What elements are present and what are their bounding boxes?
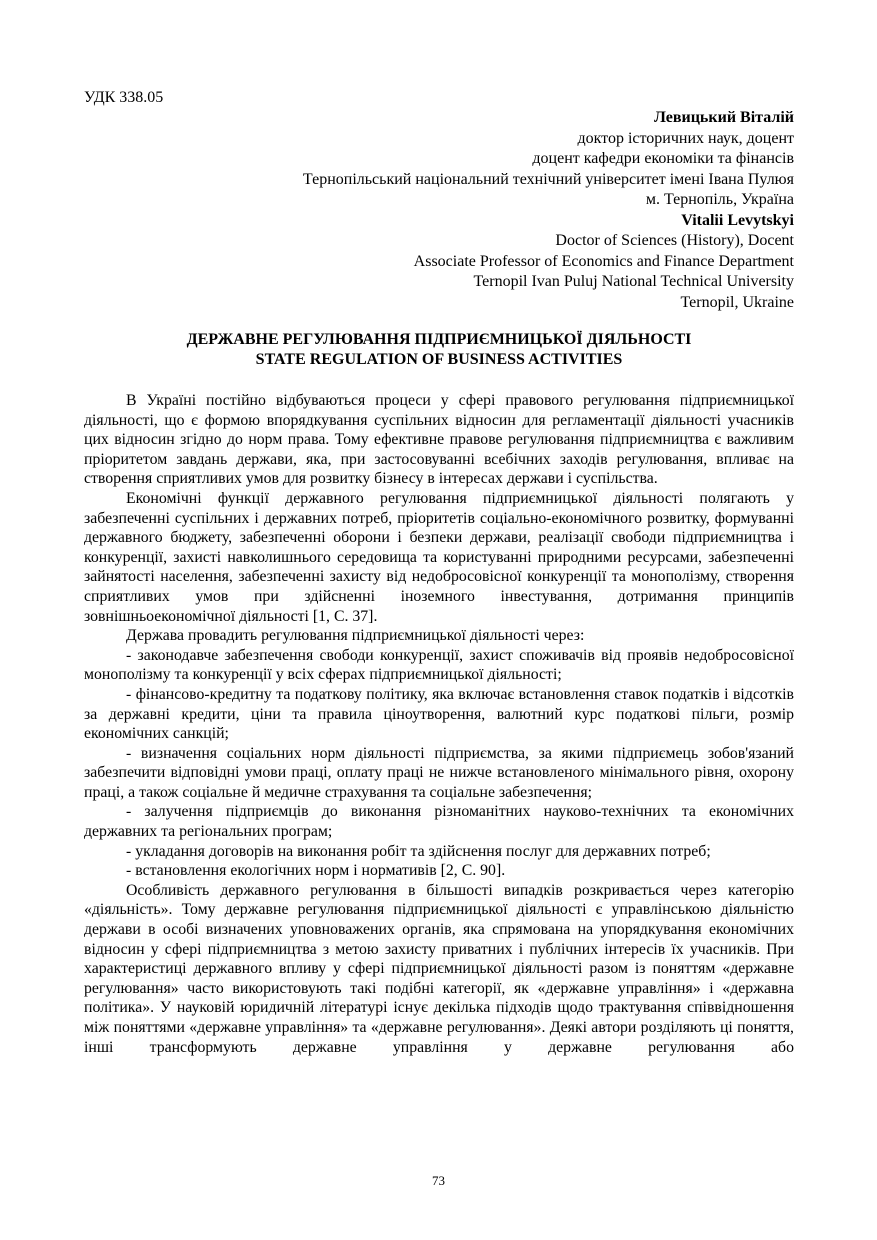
body-paragraph: Економічні функції державного регулювання підприємницької діяльності полягають у забезпеченні суспільних і державних потреб, пріоритетів соціально-економічного розвитку, формуванні державного бюджету, забезпеченні оборони і безпеки держави, реалізації свободи підприємництва і конкуренції, захисті навколишнього середовища та користуванні природними ресурсами, забезпеченні зайнятості населення, забезпеченні захисту від недобросовісної конкуренції та монополізму, створення сприятливих умов при здійсненні іноземного інвестування, дотримання принципів зовнішньоекономічної діяльності [1, С. 37]. bbox=[84, 489, 794, 625]
body-paragraph: Держава провадить регулювання підприємницької діяльності через: bbox=[126, 627, 585, 645]
author-name-en: Vitalii Levytskyi bbox=[681, 211, 794, 229]
article-title bbox=[84, 330, 794, 370]
list-item: - залучення підприємців до виконання різноманітних науково-технічних та економічних державних та регіональних програм; bbox=[84, 803, 794, 841]
author-university-ua: Тернопільський національний технічний університет імені Івана Пулюя bbox=[302, 170, 794, 188]
body-paragraph: В Україні постійно відбуваються процеси у сфері правового регулювання підприємницької діяльності, що є формою впорядкування суспільних відносин для регламентації діяльності учасників цих відносин згідно до норм права. Тому ефективне правове регулювання підприємництва є важливим пріоритетом завдань держави, яка, при застосовуванні всебічних заходів регулювання, впливає на створення сприятливих умов для розвитку бізнесу в інтересах держави і суспільства. bbox=[84, 392, 794, 488]
article-body bbox=[84, 391, 794, 1057]
list-item: - встановлення екологічних норм і нормативів [2, С. 90]. bbox=[126, 862, 506, 880]
article-title-en: STATE REGULATION OF BUSINESS ACTIVITIES bbox=[255, 351, 623, 368]
list-item: - визначення соціальних норм діяльності підприємства, за якими підприємець зобов'язаний забезпечити відповідні умови праці, оплату праці не нижче встановленого мінімального рівня, охорону праці, а також соціальне й медичне страхування та соціальне забезпечення; bbox=[84, 744, 794, 801]
body-paragraph: Особливість державного регулювання в більшості випадків розкривається через категорію «діяльність». Тому державне регулювання підприємницької діяльності є управлінською діяльністю держави в особі визначених уповноважених органів, яка спрямована на упорядкування економічних відносин у сфері підприємництва з метою захисту приватних і публічних інтересів їх учасників. При характеристиці державного впливу у сфері підприємницької діяльності разом із поняттям «державне регулювання» часто використовують такі подібні категорії, як «державне управління» і «державна політика». У науковій юридичній літературі існує декілька підходів щодо трактування співвідношення між поняттями «державне управління» та «державне регулювання». Деякі автори розділяють ці поняття, інші трансформують державне управління у державне регулювання або bbox=[84, 881, 794, 1056]
author-degree-en: Doctor of Sciences (History), Docent bbox=[555, 232, 794, 249]
author-city-en: Ternopil, Ukraine bbox=[680, 293, 794, 311]
author-university-en: Ternopil Ivan Puluj National Technical University bbox=[473, 273, 794, 290]
page-number: 73 bbox=[432, 1173, 445, 1188]
author-position-en: Associate Professor of Economics and Finance Department bbox=[413, 252, 794, 270]
list-item: - фінансово-кредитну та податкову політику, яка включає встановлення ставок податків і відсотків за державні кредити, ціни та правила ціноутворення, валютний курс податкові пільги, розмір економічних санкцій; bbox=[84, 685, 794, 743]
udk-code: УДК 338.05 bbox=[84, 89, 164, 106]
author-position-ua: доцент кафедри економіки та фінансів bbox=[532, 150, 794, 167]
author-block bbox=[303, 108, 794, 313]
author-city-ua: м. Тернопіль, Україна bbox=[645, 191, 794, 208]
list-item: - законодавче забезпечення свободи конкуренції, захист споживачів від проявів недобросовісної монополізму та конкуренції у всіх сферах підприємницької діяльності; bbox=[84, 646, 794, 684]
author-name-ua: Левицький Віталій bbox=[653, 109, 794, 126]
author-degree-ua: доктор історичних наук, доцент bbox=[577, 129, 794, 147]
article-title-ua: ДЕРЖАВНЕ РЕГУЛЮВАННЯ ПІДПРИЄМНИЦЬКОЇ ДІЯЛЬНОСТІ bbox=[186, 331, 692, 348]
list-item: - укладання договорів на виконання робіт та здійснення послуг для державних потреб; bbox=[126, 842, 711, 860]
